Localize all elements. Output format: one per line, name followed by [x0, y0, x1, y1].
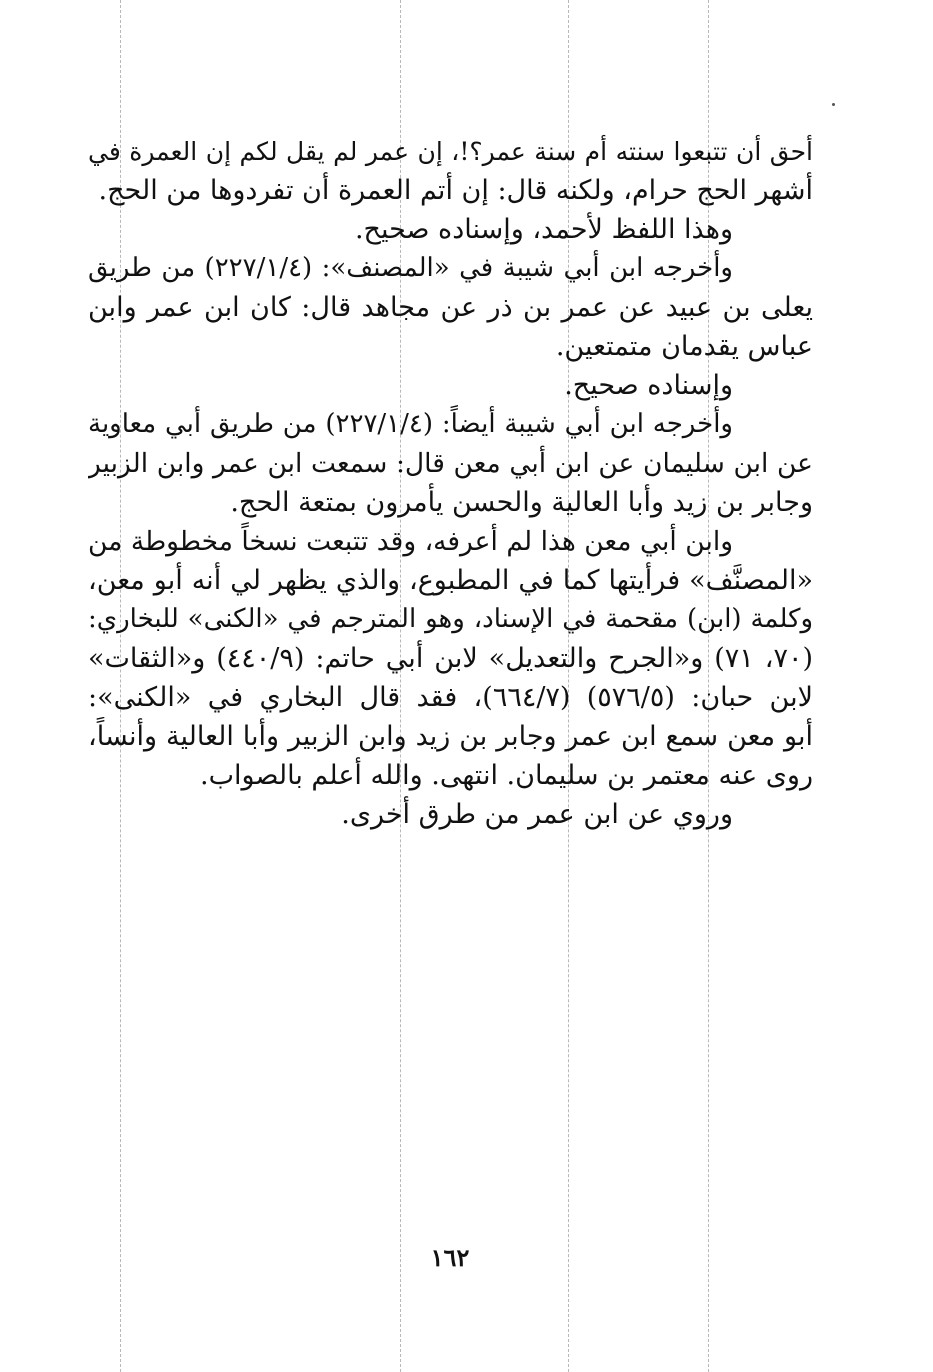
- text-line: روى عنه معتمر بن سليمان. انتهى. والله أعلم بالصواب.: [200, 760, 813, 791]
- text-line: يعلى بن عبيد عن عمر بن ذر عن مجاهد قال: كان ابن عمر وابن: [88, 292, 813, 323]
- text-line: وكلمة (ابن) مقحمة في الإسناد، وهو المترجم في «الكنى» للبخاري:: [88, 604, 813, 634]
- text-line: أشهر الحج حرام، ولكنه قال: إن أتم العمرة أن تفردوها من الحج.: [98, 175, 813, 206]
- page-body-text: [88, 132, 813, 834]
- text-line: وجابر بن زيد وأبا العالية والحسن يأمرون بمتعة الحج.: [230, 487, 813, 518]
- text-line: وابن أبي معن هذا لم أعرفه، وقد تتبعت نسخاً مخطوطة من: [88, 526, 733, 557]
- page-number: ١٦٢: [430, 1243, 470, 1272]
- text-line: أحق أن تتبعوا سنته أم سنة عمر؟!، إن عمر لم يقل لكم إن العمرة في: [88, 137, 813, 166]
- text-line: وأخرجه ابن أبي شيبة أيضاً: (٢٢٧/١/٤) من طريق أبي معاوية: [88, 409, 733, 439]
- scan-speck: [832, 103, 835, 106]
- text-line: وروي عن ابن عمر من طرق أخرى.: [341, 799, 733, 830]
- text-line: عن ابن سليمان عن ابن أبي معن قال: سمعت ابن عمر وابن الزبير: [88, 448, 813, 479]
- text-line: وهذا اللفظ لأحمد، وإسناده صحيح.: [354, 214, 733, 245]
- text-line: وأخرجه ابن أبي شيبة في «المصنف»: (٢٢٧/١/٤) من طريق: [88, 253, 733, 283]
- text-line: لابن حبان: (٥٧٦/٥) (٦٦٤/٧)، فقد قال البخاري في «الكنى»:: [88, 682, 813, 713]
- text-line: أبو معن سمع ابن عمر وجابر بن زيد وابن الزبير وأبا العالية وأنساً،: [88, 721, 813, 752]
- text-line: «المصنَّف» فرأيتها كما في المطبوع، والذي يظهر لي أنه أبو معن،: [88, 565, 813, 596]
- text-line: عباس يقدمان متمتعين.: [555, 331, 813, 362]
- text-line: (٧٠، ٧١) و«الجرح والتعديل» لابن أبي حاتم: (٤٤٠/٩) و«الثقات»: [88, 643, 813, 674]
- text-line: وإسناده صحيح.: [564, 370, 733, 401]
